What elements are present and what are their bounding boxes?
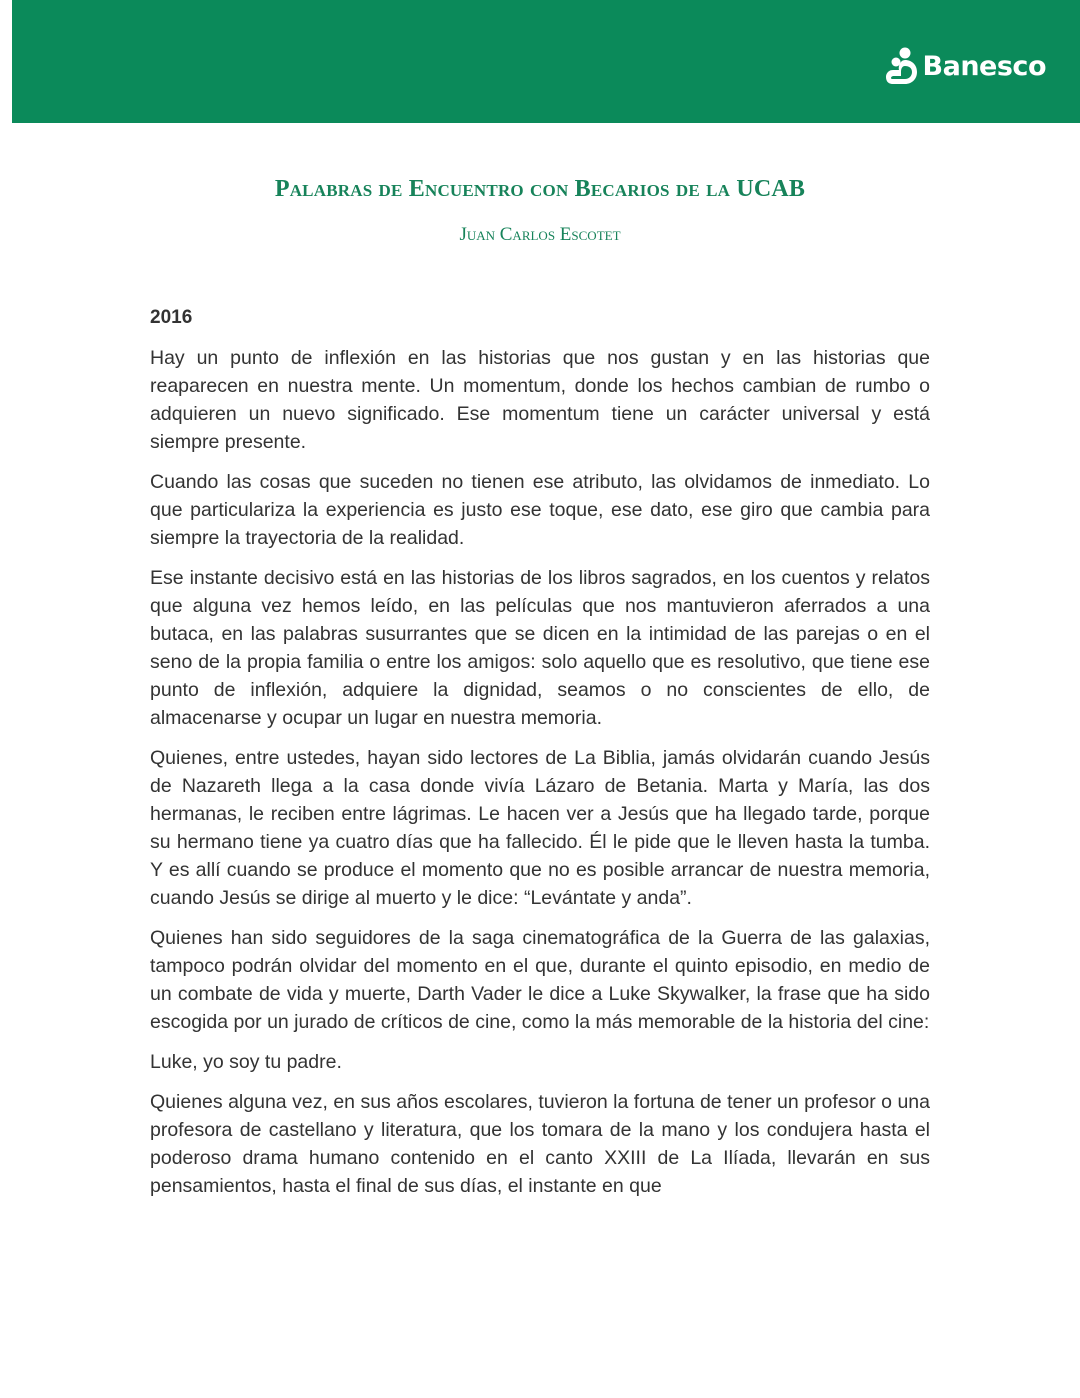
paragraph: Quienes alguna vez, en sus años escolares, tuvieron la fortuna de tener un profesor o una profesora de castellano y literatura, que los tomara de la mano y los condujera hasta el poderoso drama humano contenido en el canto XXIII de La Ilíada, llevarán en sus pensamientos, hasta el final de sus días, el instante en que bbox=[150, 1091, 930, 1197]
document-year: 2016 bbox=[150, 307, 193, 328]
paragraph: Quienes han sido seguidores de la saga cinematográfica de la Guerra de las galaxias, tampoco podrán olvidar del momento en el que, durante el quinto episodio, en medio de un combate de vida y muerte, Darth Vader le dice a Luke Skywalker, la frase que ha sido escogida por un jurado de críticos de cine, como la más memorable de la historia del cine: bbox=[150, 927, 930, 1033]
paragraph: Quienes, entre ustedes, hayan sido lectores de La Biblia, jamás olvidarán cuando Jesús de Nazareth llega a la casa donde vivía Lázaro de Betania. Marta y María, las dos hermanas, le reciben entre lágrimas. Le hacen ver a Jesús que ha llegado tarde, porque su hermano tiene ya cuatro días que ha fallecido. Él le pide que le lleven hasta la tumba. Y es allí cuando se produce el momento que no es posible arrancar de nuestra memoria, cuando Jesús se dirige al muerto y le dice: “Levántate y anda”. bbox=[150, 747, 930, 909]
banesco-people-icon bbox=[885, 46, 919, 86]
document-author: Juan Carlos Escotet bbox=[459, 224, 621, 245]
paragraph: Luke, yo soy tu padre. bbox=[150, 1051, 342, 1073]
document-title: Palabras de Encuentro con Becarios de la UCAB bbox=[274, 176, 806, 202]
document-body bbox=[150, 304, 930, 1212]
brand-name: Banesco bbox=[922, 50, 1046, 82]
paragraph: Hay un punto de inflexión en las historias que nos gustan y en las historias que reaparecen en nuestra mente. Un momentum, donde los hechos cambian de rumbo o adquieren un nuevo significado. Ese momentum tiene un carácter universal y está siempre presente. bbox=[150, 347, 930, 453]
brand-logo bbox=[885, 46, 1046, 86]
header-band bbox=[12, 0, 1080, 123]
paragraph: Ese instante decisivo está en las historias de los libros sagrados, en los cuentos y relatos que alguna vez hemos leído, en las películas que nos mantuvieron aferrados a una butaca, en las palabras susurrantes que se dicen en la intimidad de las parejas o en el seno de la propia familia o entre los amigos: solo aquello que es resolutivo, que tiene ese punto de inflexión, adquiere la dignidad, seamos o no conscientes de ello, de almacenarse y ocupar un lugar en nuestra memoria. bbox=[150, 567, 930, 729]
paragraph: Cuando las cosas que suceden no tienen ese atributo, las olvidamos de inmediato. Lo que particulariza la experiencia es justo ese toque, ese dato, ese giro que cambia para siempre la trayectoria de la realidad. bbox=[150, 471, 930, 549]
